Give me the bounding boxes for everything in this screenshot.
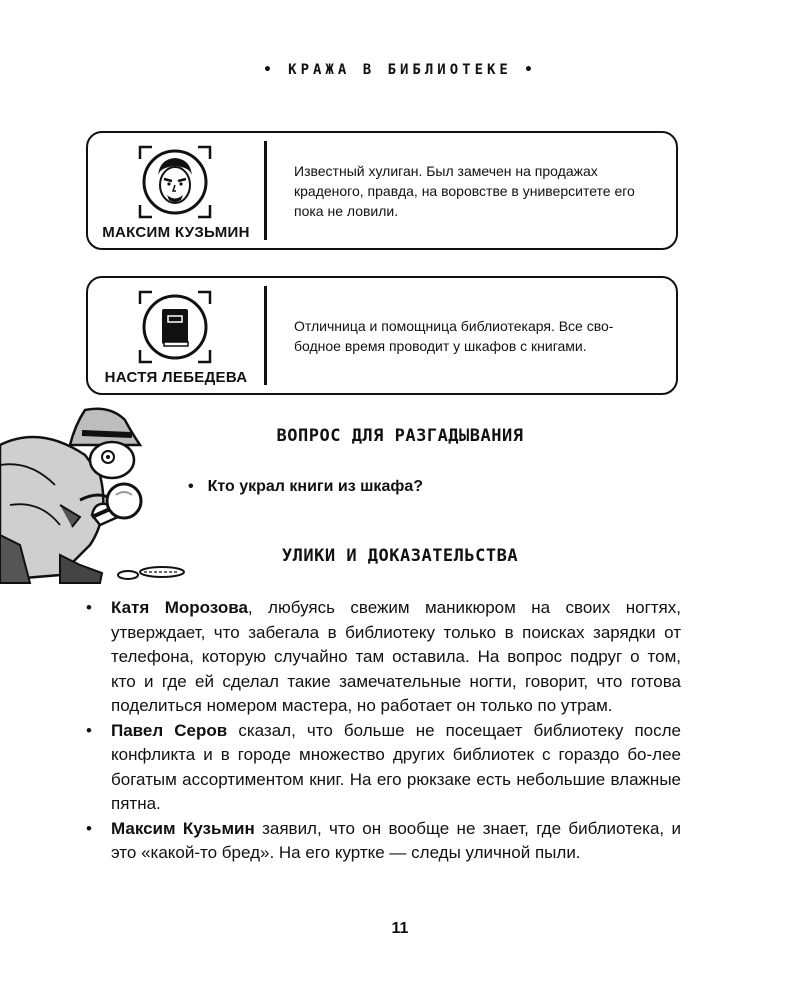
evidence-section-title: УЛИКИ И ДОКАЗАТЕЛЬСТВА — [281, 546, 519, 566]
card-divider — [264, 286, 267, 385]
card-divider — [264, 141, 267, 240]
evidence-list — [86, 596, 681, 866]
evidence-text: сказал, что больше не посещает библиотеку после конфликта и в городе множество других библиотек с гораздо бо-лее богатым ассортиментом книг. На его рюкзаке есть небольшие влажные пятна. — [111, 720, 681, 813]
face-portrait-icon — [134, 141, 216, 223]
suspect-card-lebedeva — [86, 276, 678, 395]
suspect-description: Отличница и помощница библиотекаря. Все сво-бодное время проводит у шкафов с книгами. — [294, 317, 614, 354]
page-number: 11 — [391, 920, 409, 937]
person-name: Катя Морозова — [111, 598, 248, 617]
list-item — [86, 817, 681, 866]
person-name: Павел Серов — [111, 720, 228, 740]
book-icon — [134, 286, 216, 368]
question-text: Кто украл книги из шкафа? — [207, 478, 424, 495]
list-item — [86, 596, 681, 719]
evidence-text: , любуясь свежим маникюром на своих ногтях, утверждает, что забегала в библиотеку только в поисках зарядки от телефона, которую случайно там оставила. На вопрос подруг о том, кто и где ей сделал такие замечательные ногти, говорит, что готова поделиться номером мастера, но работает он только по утрам. — [111, 598, 681, 715]
bullet: • — [188, 478, 194, 495]
bullet: • — [86, 720, 92, 740]
suspect-name: НАСТЯ ЛЕБЕДЕВА — [104, 369, 248, 386]
suspect-card-kuzmin — [86, 131, 678, 250]
list-item — [86, 719, 681, 817]
bullet: • — [86, 598, 92, 617]
running-title: • КРАЖА В БИБЛИОТЕКЕ • — [263, 62, 537, 78]
evidence-text: заявил, что он вообще не знает, где библиотека, и это «какой-то бред». На его куртке — следы уличной пыли. — [111, 818, 681, 862]
suspect-name: МАКСИМ КУЗЬМИН — [102, 224, 250, 241]
question-section-title: ВОПРОС ДЛЯ РАЗГАДЫВАНИЯ — [276, 426, 524, 446]
bullet: • — [86, 818, 92, 838]
person-name: Максим Кузьмин — [111, 818, 255, 838]
question-item — [188, 478, 423, 496]
suspect-description: Известный хулиган. Был замечен на продажах краденого, правда, на воровстве в университете его пока не ловили. — [294, 162, 635, 219]
